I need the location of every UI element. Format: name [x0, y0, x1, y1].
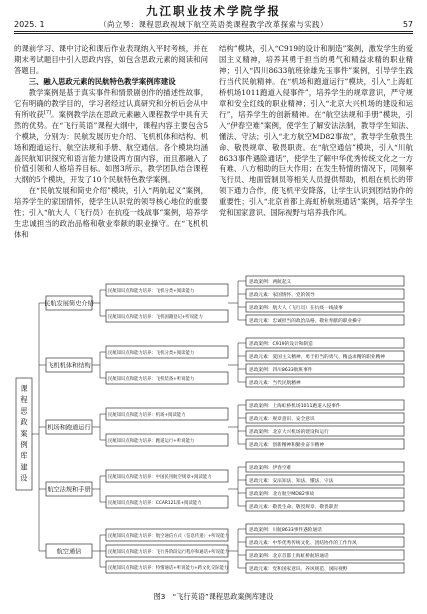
case-label: 思政元素：党和国家意识、养风规范、国际视野 — [249, 567, 348, 572]
journal-title: 九江职业技术学院学报 — [146, 4, 281, 18]
knowledge-tag-label: 民航知识点和能力培养：飞机国籍登记+听说能力 — [108, 315, 203, 320]
case-label: 思政案例：两航起义 — [249, 280, 292, 285]
paragraph: 在“民航发展和简史介绍”模块，引入“两航起义”案例，培养学生的家国情怀，使学生认识党的领导核心地位的重要性；引入“航大人（飞行员）在抗疫一线战事”案例，培养学生忠诚担当的政治品格和敬业奉献的职业操守。在“飞机机体和 — [14, 186, 208, 240]
module-label: 航空通信 — [56, 548, 82, 556]
header-rule-thin — [14, 33, 413, 34]
case-label: 思政元素：敬畏生命、敬畏规章、敬畏职责 — [249, 505, 339, 510]
right-column — [219, 44, 413, 219]
root-label-char: 建 — [20, 462, 28, 472]
case-label: 思政元素：创新精神和勤业奋斗精神 — [249, 443, 325, 448]
root-label-char: 案 — [20, 428, 28, 438]
knowledge-tag-label: 民航知识点和能力培养：航空通信方式（信息传递）+听说能力 — [108, 534, 229, 539]
paragraph: 的课前学习、课中讨论和课后作业表现纳入平时考核，并在期末考试题目中引入思政内容，如包含思政元素的阅读和问答题目。 — [14, 44, 208, 75]
root-label-char: 程 — [20, 395, 28, 405]
case-label: 思政元素：规章意识、安全意识 — [249, 417, 315, 422]
paragraph — [14, 88, 208, 187]
case-label: 思政案例：四川8633航班事件 — [249, 368, 313, 373]
case-label: 思政元素：当代民航精神 — [249, 381, 301, 386]
root-label-char: 思 — [20, 406, 28, 416]
case-label: 思政案例：伊春空难 — [249, 466, 292, 471]
knowledge-tag-label: 民航知识点和能力培养：机场+阅读能力 — [108, 413, 186, 418]
page-number: 57 — [402, 20, 413, 29]
knowledge-tag-label: 民航知识点和能力培养：CCAR121部+阅读能力 — [108, 501, 202, 506]
knowledge-tag-label: 民航知识点和能力培养：跑道运行+听说能力 — [108, 439, 195, 444]
module-label: 机场和跑道运行 — [47, 424, 91, 432]
case-label: 思政元素：安法知法、知法、懂法、守法 — [249, 479, 334, 484]
paragraph-text: 教学案例是基于真实事件和情景剧创作的描述性故事，它有明确的教学目的，学习者经过认真研究和分析后会从中有所收获 — [14, 87, 208, 119]
case-label: 思政案例：C919的设计和制造 — [249, 342, 313, 347]
case-label: 思政案例：北京首都上海虹桥航班通话 — [249, 554, 329, 559]
root-label-char: 库 — [20, 451, 28, 461]
issue-date: 2025. 1 — [14, 20, 45, 29]
figure-caption: 图3 “飞行英语”课程思政案例库建设 — [153, 592, 274, 601]
module-label: 飞机机体和结构 — [47, 362, 91, 370]
section-heading: 三、融入思政元素的民航特色教学案例库建设 — [28, 76, 176, 86]
root-label-char: 例 — [20, 440, 28, 449]
case-label: 思政案例：上海虹桥机场1011跑道入侵事件 — [249, 404, 341, 409]
citation-ref[interactable]: [7] — [43, 109, 51, 116]
figure-case-library — [14, 270, 412, 588]
knowledge-tag-label: 民航知识点和能力培养：特情通话+听说能力+跨文化交际能力 — [108, 566, 229, 571]
running-title: （尚立琴：课程思政视域下航空英语类课程教学改革探索与实践） — [99, 20, 328, 29]
root-label-char: 政 — [20, 417, 28, 427]
case-label: 思政元素：家国情怀、党的领导 — [249, 293, 315, 298]
knowledge-tag-label: 民航知识点和能力培养：中国民用航空规章+阅读能力 — [108, 475, 212, 480]
case-label: 思政案例：川航8633事件遇险通话 — [249, 528, 322, 533]
root-label-char: 设 — [20, 473, 28, 483]
header-rule — [14, 31, 413, 32]
case-label: 思政元素：中华优秀传统文化、团结协作的工作作风 — [249, 541, 357, 546]
left-column — [14, 44, 208, 241]
module-label: 航空法规和手册 — [47, 486, 91, 494]
case-label: 思政元素：忠诚担当的政治品格、敬业奉献的职业操守 — [249, 319, 362, 324]
knowledge-tag-label: 民航知识点和能力培养：飞行各阶段运行程序和通话+听说能力 — [108, 550, 229, 555]
knowledge-tag-label: 民航知识点和能力培养：飞机分类+阅读能力 — [108, 351, 195, 356]
case-label: 思政案例：航大人（飞行员）在抗疫一线战事 — [249, 306, 343, 311]
knowledge-tag-label: 民航知识点和能力培养：飞机分类+阅读能力 — [108, 289, 195, 294]
case-label: 思政元素：爱国主义精神、勇于担当的勇气、精益求精的职业精神 — [249, 355, 385, 360]
page-header — [14, 0, 413, 40]
root-label-char: 课 — [20, 384, 28, 393]
case-label: 思政案例：北京大兴机场的建设和运行 — [249, 430, 329, 435]
knowledge-tag-label: 民航知识点和能力培养：飞机装备+听说能力 — [108, 377, 195, 382]
module-label: 民航发展简史介绍 — [44, 300, 94, 308]
paragraph: 结构”模块，引入“C919的设计和制造”案例，激发学生的爱国主义精神，培养其勇于担当的勇气和精益求精的职业精神；引入“四川8633航班徐雄先玉事件”案例，引导学生践行当代民航精神。在“机场和跑道运行”模块，引入“上海虹桥机场1011跑道入侵事件”，培养学生的规章意识，严守规章和安全红线的职业精神；引入“北京大兴机场的建设和运行”，培养学生的创新精神。在“航空法规和手册”模块，引入“伊春空难”案例，使学生了解安法法制，教导学生知法、懂法、守法；引入“北方航空MD82事故”，教导学生敬畏生命、敬畏规章、敬畏职责。在“航空通信”模块，引入“川航8633事件遇险通话”，使学生了解中华优秀传统文化之一方有难、八方相助的巨大作用；在发生特情的情况下，同频率飞行员、地面管制员等相关人员提供帮助，机组在机长的带领下通力合作，使飞机平安降落，让学生认识到团结协作的重要性；引入“北京首都上海虹桥航班通话”案例，培养学生党和国家意识、国际视野与培养我作风。 — [219, 44, 413, 218]
case-label: 思政案例：北方航空MD82事故 — [249, 492, 315, 497]
paragraph-text: 。案例教学法在思政元素融入课程教学中具有天然的优势。在“飞行英语”课程大纲中，课程内容主要包含5个模块，分别为：民航发展历史介绍、飞机机体和结构、机场和跑道运行、航空法规和手册、航空通信。各个模块均涵盖民航知识探究和语言能力建设两方面内容，而且都融入了价值引领和人格培养目标。如图3所示，教学团队结合课程大纲的5个模块，开发了10个民航特色教学案例。 — [14, 109, 208, 185]
